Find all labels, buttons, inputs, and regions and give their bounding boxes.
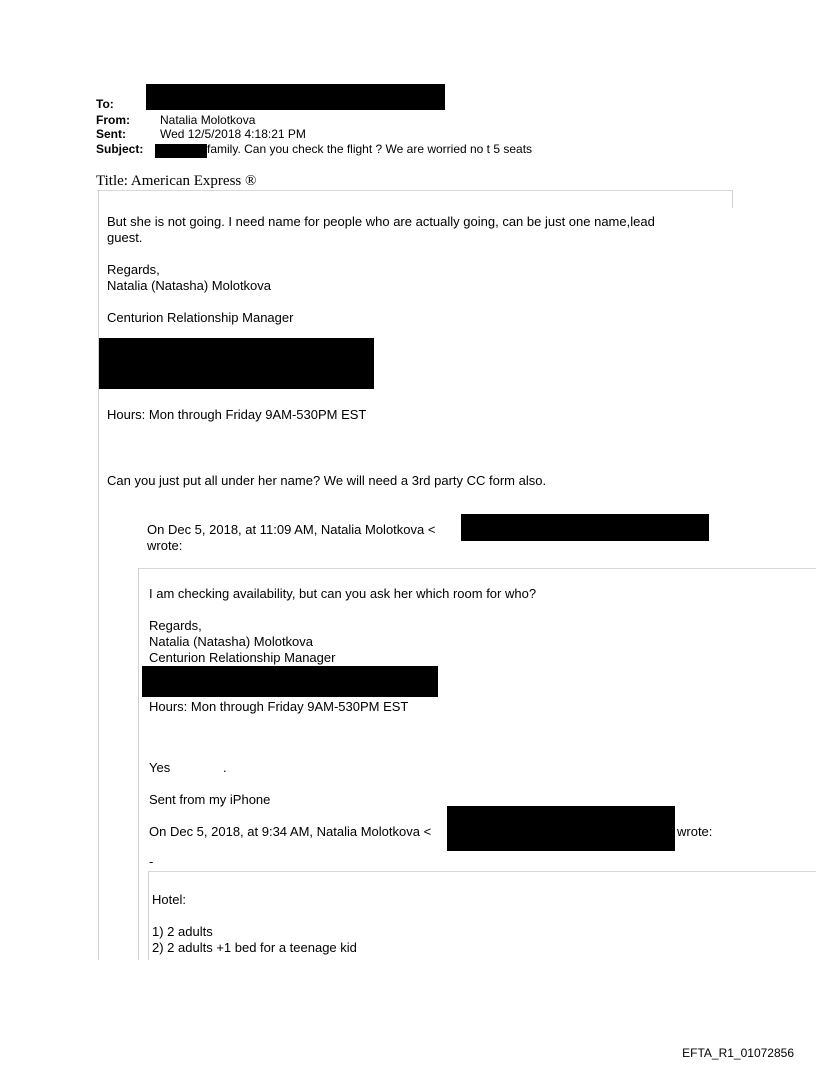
subject-value: family. Can you check the flight ? We are worried no t 5 seats [207,142,533,156]
redaction-contact2 [142,666,438,697]
subject-label: Subject: [96,142,144,156]
quote1-rule [138,568,139,960]
message2-hours: Hours: Mon through Friday 9AM-530PM EST [149,699,409,714]
message1-line1: But she is not going. I need name for people who are actually going, can be just one name,lead [107,214,655,229]
redaction-email2 [447,806,675,851]
sent-value: Wed 12/5/2018 4:18:21 PM [160,127,306,141]
outer-quote-rule [98,190,99,960]
sent-label: Sent: [96,127,126,141]
redaction-to [146,84,445,110]
redaction-subject [155,144,207,158]
quote2-rule [148,871,149,960]
redaction-email1 [461,514,709,541]
message3-item1: 1) 2 adults [152,924,213,939]
message1-line2: guest. [107,230,143,245]
quote1-divider [138,568,816,569]
quote2-divider [148,871,816,872]
reply2-dot: . [223,760,227,775]
message1-name: Natalia (Natasha) Molotkova [107,278,272,293]
to-label: To: [96,97,114,111]
title-line: Title: American Express ® [96,173,257,189]
redaction-contact1 [99,338,374,389]
reply1-text: Can you just put all under her name? We will need a 3rd party CC form also. [107,473,547,488]
title-divider [97,190,733,191]
message2-line1: I am checking availability, but can you ask her which room for who? [149,586,537,601]
quote2-attribution: On Dec 5, 2018, at 9:34 AM, Natalia Molotkova < [149,824,432,839]
quote2-wrote: wrote: [677,824,713,839]
quote2-dash: - [149,854,154,869]
from-label: From: [96,113,130,127]
message3-item2: 2) 2 adults +1 bed for a teenage kid [152,940,357,955]
reply2-yes: Yes [149,760,171,775]
reply2-sent-from: Sent from my iPhone [149,792,271,807]
title-divider-edge [732,190,733,208]
message1-regards: Regards, [107,262,160,277]
quote1-wrote: wrote: [147,538,183,553]
message2-regards: Regards, [149,618,202,633]
message2-role: Centurion Relationship Manager [149,650,336,665]
quote1-attribution: On Dec 5, 2018, at 11:09 AM, Natalia Molotkova < [147,522,436,537]
message1-role: Centurion Relationship Manager [107,310,294,325]
document-id: EFTA_R1_01072856 [682,1046,794,1060]
message3-hotel: Hotel: [152,892,186,907]
message2-name: Natalia (Natasha) Molotkova [149,634,314,649]
from-value: Natalia Molotkova [160,113,256,127]
message1-hours: Hours: Mon through Friday 9AM-530PM EST [107,407,367,422]
